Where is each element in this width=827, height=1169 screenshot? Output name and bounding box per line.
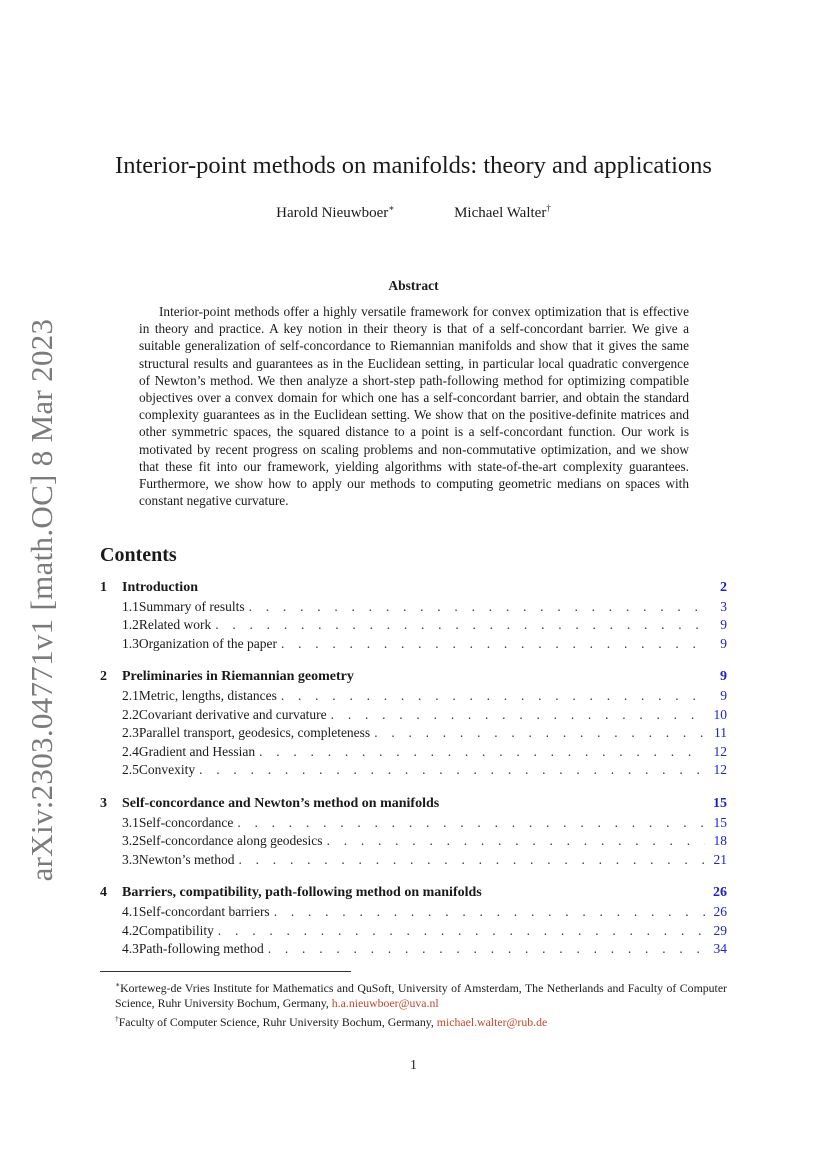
- toc-section-title: Self-concordance and Newton’s method on manifolds: [122, 795, 440, 811]
- toc-subsection-number: 2.3: [122, 725, 139, 741]
- toc-subsection-title: Convexity: [138, 762, 196, 778]
- toc-leader: [374, 725, 705, 741]
- toc-subsection-title: Path-following method: [138, 941, 264, 957]
- toc-page-link[interactable]: 12: [713, 762, 727, 778]
- toc-subsection-title: Organization of the paper: [138, 635, 277, 651]
- toc-page-link[interactable]: 15: [713, 814, 727, 830]
- author: [276, 203, 394, 222]
- toc-subsection-number: 4.3: [122, 941, 139, 957]
- toc-page-link[interactable]: 12: [713, 743, 727, 759]
- toc-leader: [249, 599, 705, 615]
- toc-subsection-4-3[interactable]: [100, 941, 727, 960]
- toc-subsection-title: Compatibility: [138, 922, 214, 938]
- toc-subsection-title: Related work: [138, 617, 212, 633]
- toc-subsection-title: Self-concordance along geodesics: [138, 833, 323, 849]
- toc-section-title: Introduction: [122, 580, 198, 595]
- toc-section-number: 2: [100, 669, 107, 685]
- toc-subsection-number: 3.2: [122, 833, 139, 849]
- author-name: Michael Walter: [454, 205, 547, 221]
- toc-subsection-number: 1.1: [122, 598, 139, 614]
- toc-leader: [331, 707, 705, 723]
- toc-page-link[interactable]: 26: [713, 903, 727, 919]
- table-of-contents: [100, 580, 727, 960]
- footnote-rule: [100, 971, 351, 972]
- author-list: [0, 203, 827, 222]
- toc-subsection-2-5[interactable]: [100, 762, 727, 781]
- toc-subsection-2-4[interactable]: [100, 744, 727, 763]
- toc-subsection-4-1[interactable]: [100, 904, 727, 923]
- toc-subsection-2-1[interactable]: [100, 688, 727, 707]
- toc-leader: [199, 762, 705, 778]
- toc-subsection-number: 1.2: [122, 617, 139, 633]
- arxiv-identifier-text: arXiv:2303.04771v1 [math.OC] 8 Mar 2023: [24, 318, 59, 882]
- page-number: 1: [410, 1057, 417, 1072]
- toc-subsection-3-1[interactable]: [100, 815, 727, 834]
- toc-subsection-3-3[interactable]: [100, 852, 727, 871]
- toc-leader: [281, 688, 705, 704]
- toc-subsection-number: 3.1: [122, 814, 139, 830]
- toc-subsection-number: 3.3: [122, 851, 139, 867]
- toc-section-title: Preliminaries in Riemannian geometry: [122, 669, 354, 685]
- toc-subsection-title: Covariant derivative and curvature: [138, 706, 327, 722]
- toc-section-title: Barriers, compatibility, path-following method on manifolds: [122, 885, 482, 901]
- toc-subsection-1-3[interactable]: [100, 636, 727, 655]
- footnote-mark: ∗: [115, 980, 121, 989]
- toc-page-link[interactable]: 9: [720, 687, 727, 703]
- toc-subsection-1-1[interactable]: [100, 599, 727, 618]
- toc-subsection-number: 4.1: [122, 903, 139, 919]
- toc-page-link[interactable]: 9: [720, 617, 727, 633]
- email-link[interactable]: h.a.nieuwboer@uva.nl: [331, 995, 439, 1010]
- toc-leader: [268, 941, 705, 957]
- toc-section-number: 3: [100, 795, 107, 811]
- toc-page-link[interactable]: 18: [713, 833, 727, 849]
- footnote-text: Korteweg-de Vries Institute for Mathematics and QuSoft, University of Amsterdam, The Netherlands and Faculty of Computer Science, Ruhr University Bochum, Germany,: [115, 980, 727, 1010]
- footnote-affiliation-1: [100, 977, 727, 1011]
- abstract-text: Interior-point methods offer a highly versatile framework for convex optimization that is effective in theory and practice. A key notion in their theory is that of a self-concordant barrier. We give a suitable generalization of self-concordance to Riemannian manifolds and show that it gives the same structural results and guarantees as in the Euclidean setting, in particular local quadratic convergence of Newton’s method. We then analyze a short-step path-following method for optimizing compatible objectives over a convex domain for which one has a self-concordant barrier, and obtain the standard complexity guarantees as in the Euclidean setting. We show that on the positive-definite matrices and other symmetric spaces, the squared distance to a point is a self-concordant function. Our work is motivated by recent progress on scaling problems and non-commutative optimization, and we show that these fit into our framework, yielding algorithms with state-of-the-art complexity guarantees. Furthermore, we show how to apply our methods to computing geometric medians on spaces with constant negative curvature.: [139, 304, 689, 509]
- paper-title: Interior-point methods on manifolds: theory and applications: [115, 152, 712, 179]
- toc-page-link[interactable]: 15: [713, 795, 727, 811]
- toc-page-link[interactable]: 2: [720, 580, 727, 595]
- toc-page-link[interactable]: 9: [720, 635, 727, 651]
- footnotes: [100, 977, 727, 1030]
- toc-subsection-4-2[interactable]: [100, 923, 727, 942]
- toc-page-link[interactable]: 11: [714, 725, 727, 741]
- toc-section-number: 4: [100, 885, 107, 901]
- toc-leader: [274, 904, 705, 920]
- toc-page-link[interactable]: 9: [720, 669, 727, 685]
- abstract-heading: Abstract: [388, 278, 439, 293]
- toc-page-link[interactable]: 3: [720, 598, 727, 614]
- toc-section-4[interactable]: [100, 885, 727, 904]
- author-footnote-mark: †: [546, 203, 551, 213]
- toc-subsection-title: Summary of results: [138, 598, 245, 614]
- toc-leader: [259, 744, 705, 760]
- footnote-text: Faculty of Computer Science, Ruhr University Bochum, Germany,: [118, 1014, 437, 1029]
- toc-subsection-title: Newton’s method: [138, 851, 235, 867]
- contents-heading: Contents: [100, 544, 177, 566]
- toc-section-number: 1: [100, 580, 107, 595]
- toc-subsection-title: Self-concordance: [138, 814, 234, 830]
- toc-subsection-2-2[interactable]: [100, 707, 727, 726]
- email-link[interactable]: michael.walter@rub.de: [436, 1014, 548, 1029]
- toc-page-link[interactable]: 29: [713, 922, 727, 938]
- toc-page-link[interactable]: 26: [713, 885, 727, 901]
- footnote-mark: †: [115, 1013, 119, 1023]
- author-footnote-mark: ∗: [388, 203, 395, 213]
- toc-leader: [218, 923, 705, 939]
- toc-leader: [281, 636, 705, 652]
- toc-subsection-2-3[interactable]: [100, 725, 727, 744]
- arxiv-identifier-stamp: [22, 318, 62, 882]
- toc-page-link[interactable]: 10: [713, 706, 727, 722]
- toc-subsection-title: Parallel transport, geodesics, completeness: [138, 725, 371, 741]
- toc-page-link[interactable]: 34: [713, 941, 727, 957]
- toc-subsection-number: 2.1: [122, 687, 139, 703]
- author: [454, 203, 551, 222]
- toc-subsection-number: 4.2: [122, 922, 139, 938]
- footnote-affiliation-2: [100, 1011, 727, 1030]
- toc-page-link[interactable]: 21: [713, 851, 727, 867]
- toc-leader: [239, 852, 706, 868]
- toc-section-3[interactable]: [100, 796, 727, 815]
- toc-subsection-title: Self-concordant barriers: [138, 903, 270, 919]
- toc-subsection-1-2[interactable]: [100, 617, 727, 636]
- toc-subsection-title: Metric, lengths, distances: [138, 687, 277, 703]
- toc-subsection-number: 2.4: [122, 743, 139, 759]
- toc-subsection-3-2[interactable]: [100, 833, 727, 852]
- author-name: Harold Nieuwboer: [276, 205, 389, 221]
- toc-leader: [237, 815, 705, 831]
- toc-subsection-number: 2.2: [122, 706, 139, 722]
- toc-subsection-number: 2.5: [122, 762, 139, 778]
- toc-leader: [327, 833, 705, 849]
- toc-subsection-number: 1.3: [122, 635, 139, 651]
- toc-leader: [215, 617, 705, 633]
- toc-subsection-title: Gradient and Hessian: [138, 743, 256, 759]
- toc-section-1[interactable]: [100, 580, 727, 599]
- toc-section-2[interactable]: [100, 669, 727, 688]
